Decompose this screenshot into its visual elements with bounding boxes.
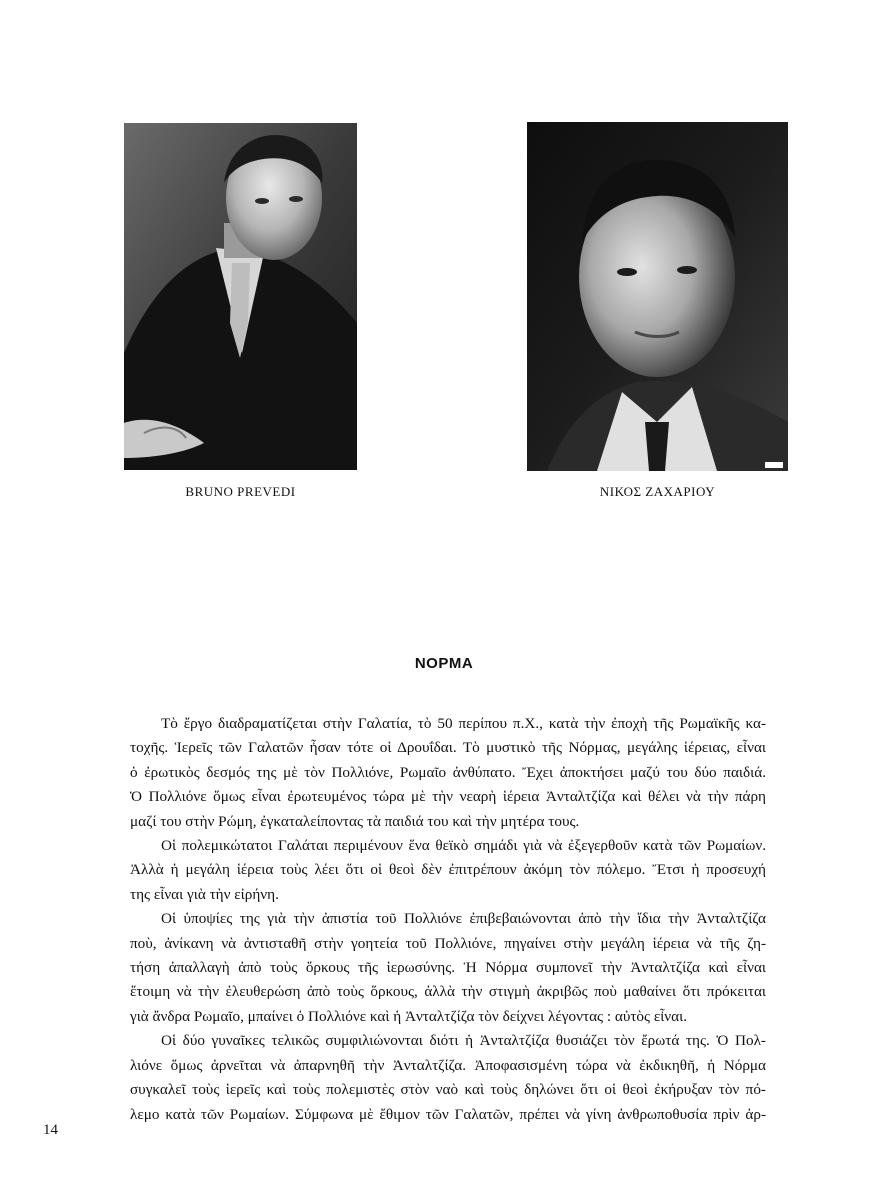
text-line: τήση ἀπαλλαγὴ ἀπὸ τοὺς ὅρκους τῆς ἱερωσύνης. Ἡ Νόρμα συμπονεῖ τὴν Ἀνταλτζίζα καὶ εἶναι	[130, 959, 766, 977]
text-line: συγκαλεῖ τοὺς ἱερεῖς καὶ τοὺς πολεμιστὲς στὸν ναὸ καὶ τοὺς δηλώνει ὅτι οἱ θεοὶ ἐκήρυξαν τὸν πό-	[130, 1081, 766, 1099]
text-line: Οἱ δύο γυναῖκες τελικῶς συμφιλιώνονται διότι ἡ Ἀνταλτζίζα θυσιάζει τὸν ἔρωτά της. Ὁ Πολ-	[161, 1032, 766, 1050]
text-line: της εἶναι γιὰ τὴν εἰρήνη.	[130, 885, 279, 903]
text-line: ἕτοιμη νὰ τὴν ἐλευθερώση ἀπὸ τοὺς ὅρκους, ἀλλὰ τὴν στιγμὴ ἀκριβῶς ποὺ μαθαίνει ὅτι πρόκειται	[130, 983, 766, 1001]
portrait-caption-right: ΝΙΚΟΣ ΖΑΧΑΡΙΟΥ	[599, 484, 716, 499]
text-line: μαζί του στὴν Ρώμη, ἐγκαταλείποντας τὰ παιδιά του καὶ τὴν μητέρα τους.	[130, 812, 580, 830]
text-line: Τὸ ἔργο διαδραματίζεται στὴν Γαλατία, τὸ 50 περίπου π.Χ., κατὰ τὴν ἐποχὴ τῆς Ρωμαϊκῆς κα-	[161, 715, 766, 732]
text-line: τοχῆς. Ἱερεῖς τῶν Γαλατῶν ἦσαν τότε οἱ Δρουΐδαι. Τὸ μυστικὸ τῆς Νόρμας, μεγάλης ἱέρειας, εἶναι	[130, 739, 766, 757]
text-line: γιὰ ἄνδρα Ρωμαῖο, μπαίνει ὁ Πολλιόνε καὶ ἡ Ἀνταλτζίζα τὸν δείχνει λέγοντας : αὐτὸς εἶναι.	[130, 1007, 688, 1025]
text-line: ὁ ἐρωτικὸς δεσμός της μὲ τὸν Πολλιόνε, Ρωμαῖο ἀνθύπατο. Ἔχει ἀποκτήσει μαζύ του δύο παιδιά.	[130, 763, 766, 781]
text-line: Ὁ Πολλιόνε ὅμως εἶναι ἐρωτευμένος τώρα μὲ τὴν νεαρὴ ἱέρεια Ἀνταλτζίζα καὶ θέλει νὰ τὴν πάρη	[130, 788, 766, 806]
portrait-left-image	[124, 123, 357, 470]
page-number: 14	[43, 1122, 58, 1138]
portrait-right-image	[527, 122, 788, 471]
synopsis-text	[130, 712, 766, 1127]
text-line: λεμο κατὰ τῶν Ρωμαίων. Σύμφωνα μὲ ἔθιμον τῶν Γαλατῶν, πρέπει νὰ γίνη ἀνθρωποθυσία πρὶν ἀρ-	[130, 1105, 766, 1123]
section-title: ΝΟΡΜΑ	[414, 655, 474, 672]
text-line: ποὺ, ἀνίκανη νὰ ἀντισταθῆ στὴν γοητεία τοῦ Πολλιόνε, πηγαίνει στὴν μεγάλη ἱέρεια νὰ τῆς ζη-	[130, 934, 766, 952]
portrait-caption-left: BRUNO PREVEDI	[185, 484, 296, 499]
text-line: λιόνε ὅμως ἀρνεῖται νὰ ἀπαρνηθῆ τὴν Ἀνταλτζίζα. Ἀποφασισμένη τώρα νὰ ἐκδικηθῆ, ἡ Νόρμα	[130, 1056, 766, 1074]
text-line: Ἀλλὰ ἡ μεγάλη ἱέρεια τοὺς λέει ὅτι οἱ θεοὶ δὲν ἐπιτρέπουν ἀκόμη τὸν πόλεμο. Ἔτσι ἡ προσευχή	[130, 861, 766, 879]
portrait-photo-left	[124, 123, 357, 470]
text-line: Οἱ ὑποψίες της γιὰ τὴν ἀπιστία τοῦ Πολλιόνε ἐπιβεβαιώνονται ἀπὸ τὴν ἴδια τὴν Ἀνταλτζίζα	[161, 910, 766, 928]
text-line: Οἱ πολεμικώτατοι Γαλάται περιμένουν ἕνα θεϊκὸ σημάδι γιὰ νὰ ἐξεγερθοῦν κατὰ τῶν Ρωμαίων.	[161, 837, 766, 855]
portrait-photo-right	[527, 122, 788, 471]
